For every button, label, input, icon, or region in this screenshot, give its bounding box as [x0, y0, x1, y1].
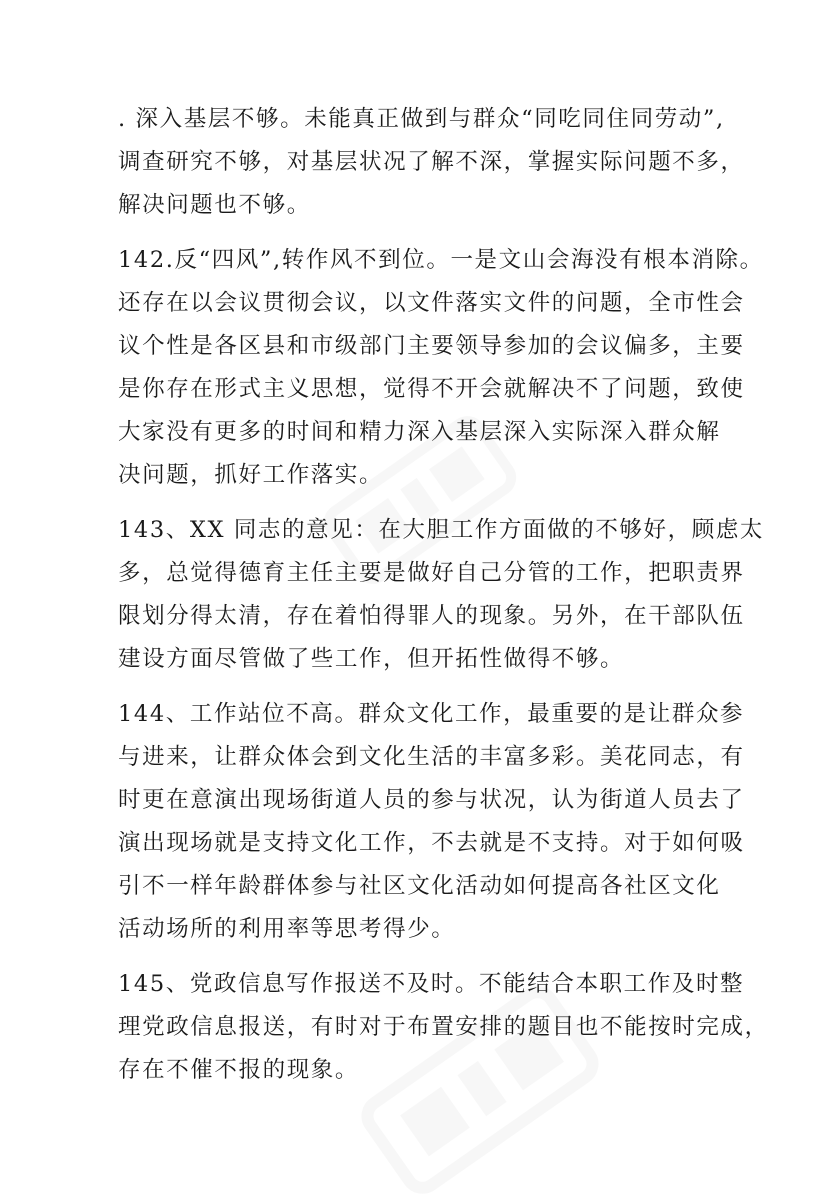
text-line: 145、党政信息写作报送不及时。不能结合本职工作及时整 — [118, 971, 745, 997]
text-line: 与进来，让群众体会到文化生活的丰富多彩。美花同志，有 — [118, 744, 745, 770]
paragraph-143 — [118, 509, 765, 681]
text-line: 引不一样年龄群体参与社区文化活动如何提高各社区文化 — [118, 873, 721, 899]
text-line: 存在不催不报的现象。 — [118, 1057, 360, 1083]
paragraph-145 — [118, 963, 769, 1092]
text-line: 还存在以会议贯彻会议，以文件落实文件的问题，全市性会 — [118, 290, 745, 316]
document-body — [118, 98, 769, 1104]
text-line: 142.反“四风”,转作风不到位。一是文山会海没有根本消除。 — [118, 247, 764, 273]
text-line: 决问题，抓好工作落实。 — [118, 462, 384, 488]
text-line: 时更在意演出现场街道人员的参与状况，认为街道人员去了 — [118, 787, 745, 813]
paragraph-142 — [118, 239, 764, 497]
text-line: 143、XX 同志的意见：在大胆工作方面做的不够好，顾虑太 — [118, 517, 765, 543]
paragraph-1 — [118, 98, 745, 227]
text-line: 大家没有更多的时间和精力深入基层深入实际深入群众解 — [118, 419, 721, 445]
paragraph-144 — [118, 693, 745, 951]
text-line: 调查研究不够，对基层状况了解不深，掌握实际问题不多， — [118, 149, 745, 175]
text-line: 活动场所的利用率等思考得少。 — [118, 916, 456, 942]
text-line: . 深入基层不够。未能真正做到与群众“同吃同住同劳动”, — [118, 106, 725, 132]
text-line: 演出现场就是支持文化工作，不去就是不支持。对于如何吸 — [118, 830, 745, 856]
text-line: 议个性是各区县和市级部门主要领导参加的会议偏多，主要 — [118, 333, 745, 359]
text-line: 是你存在形式主义思想，觉得不开会就解决不了问题，致使 — [118, 376, 745, 402]
text-line: 144、工作站位不高。群众文化工作，最重要的是让群众参 — [118, 701, 745, 727]
text-line: 限划分得太清，存在着怕得罪人的现象。另外，在干部队伍 — [118, 603, 745, 629]
text-line: 解决问题也不够。 — [118, 192, 311, 218]
text-line: 多，总觉得德育主任主要是做好自己分管的工作，把职责界 — [118, 560, 745, 586]
text-line: 建设方面尽管做了些工作，但开拓性做得不够。 — [118, 646, 625, 672]
text-line: 理党政信息报送，有时对于布置安排的题目也不能按时完成， — [118, 1014, 769, 1040]
